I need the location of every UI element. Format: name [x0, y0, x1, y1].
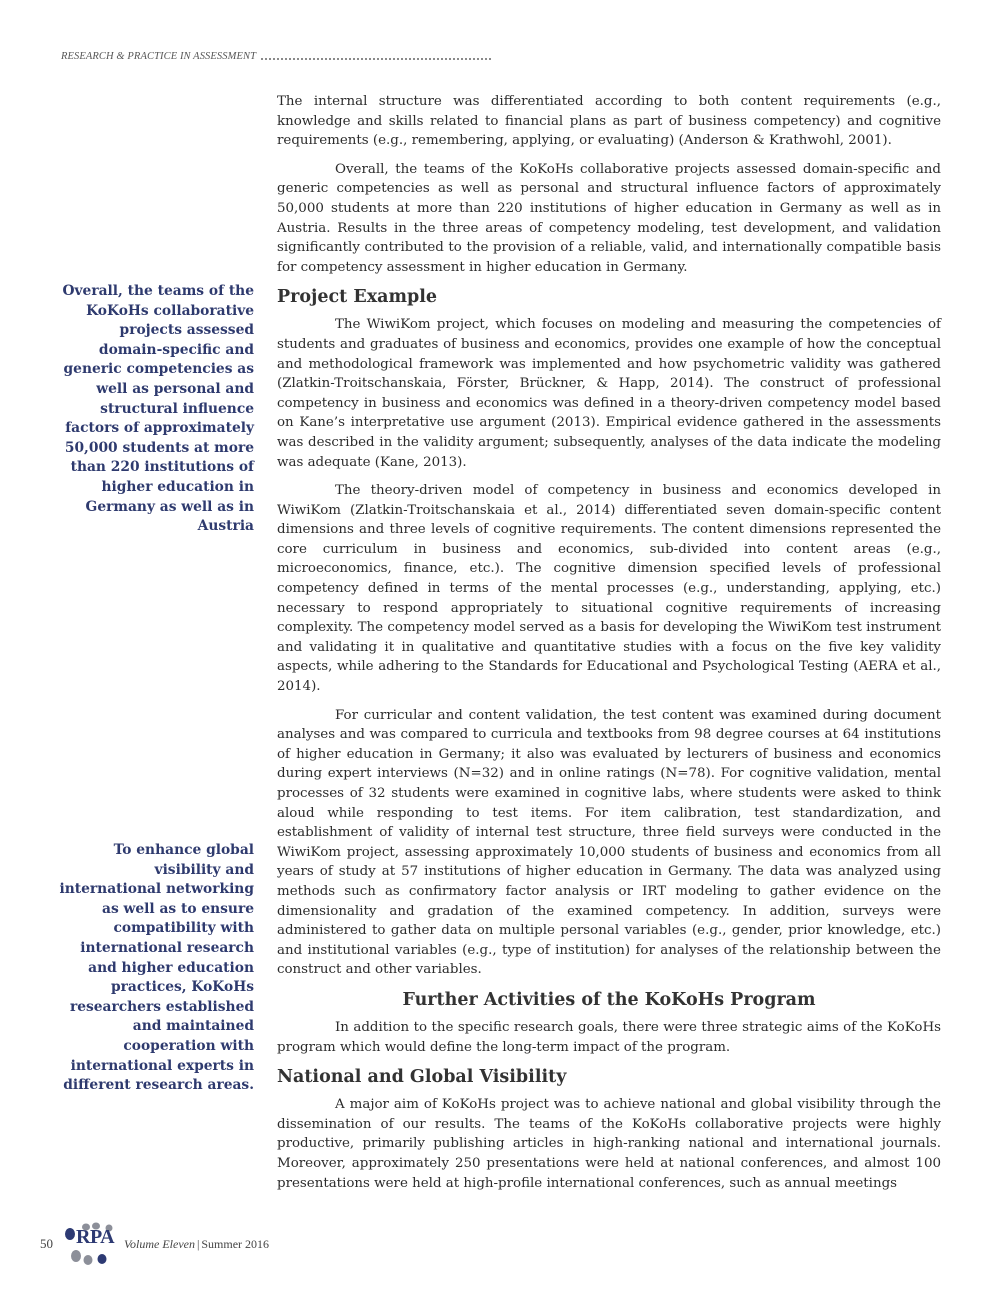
heading-project-example: Project Example [277, 287, 437, 308]
paragraph-dissemination: A major aim of KoKoHs project was to achieve national and global visibility through the dissemination of our results. The teams of the KoKoHs collaborative projects were highly productive, primarily publishing articles in high-ranking national and international journals. Moreover, approximately 250 presentations were held at national conferences, and almost 100 presentations were held at high-profile international conferences, such as annual meetings [277, 1097, 941, 1191]
paragraph-theory-driven-model: The theory-driven model of competency in business and economics developed in WiwiKom (Zlatkin-Troitschanskaia et al., 2014) differentiated seven domain-specific content dimensions and three levels of cognitive requirements. The content dimensions represented the core curriculum in business and economics, sub-divided into content areas (e.g., microeconomics, finance, etc.). The cognitive dimension specified levels of professional competency defined in terms of the mental processes (e.g., understanding, applying, etc.) necessary to respond appropriately to situational cognitive requirements of increasing complexity. The competency model served as a basis for developing the WiwiKom test instrument and validating it in qualitative and quantitative studies with a focus on the five key validity aspects, while adhering to the Standards for Educational and Psychological Testing (AERA et al., 2014). [277, 483, 941, 695]
running-head-dotted-rule [261, 58, 491, 60]
paragraph-internal-structure: The internal structure was differentiated according to both content requirements (e.g., knowledge and skills related to financial plans as part of business competency) and cognitive requirements (e.g., remembering, applying, or evaluating) (Anderson & Krathwohl, 2001). [277, 94, 941, 149]
running-head-label: RESEARCH & PRACTICE IN ASSESSMENT [61, 50, 257, 62]
page-number: 50 [40, 1236, 53, 1251]
heading-further-activities: Further Activities of the KoKoHs Program [402, 989, 816, 1010]
pull-quote-2: To enhance global visibility and international networking as well as to ensure compatibility with international research and higher education practices, KoKoHs researchers established and maintained cooperation with international experts in different research areas. [59, 842, 254, 1094]
running-head [61, 46, 491, 66]
volume-label: Volume Eleven [124, 1236, 195, 1251]
season-label: Summer 2016 [201, 1236, 270, 1251]
rpa-logo [62, 1222, 124, 1266]
page-footer [40, 1222, 280, 1266]
issue-separator: | [196, 1236, 200, 1251]
main-column [277, 92, 941, 1202]
heading-national-global-visibility: National and Global Visibility [277, 1067, 567, 1088]
paragraph-strategic-aims: In addition to the specific research goals, there were three strategic aims of the KoKoHs program which would define the long-term impact of the program. [277, 1019, 941, 1055]
pull-quote-1: Overall, the teams of the KoKoHs collaborative projects assessed domain-specific and generic competencies as well as personal and structural influence factors of approximately 50,000 students at more than 220 institutions of higher education in Germany as well as in Austria [62, 283, 254, 535]
paragraph-overall-teams: Overall, the teams of the KoKoHs collaborative projects assessed domain-specific and generic competencies as well as personal and structural influence factors of approximately 50,000 students at more than 220 institutions of higher education in Germany as well as in Austria. Results in the three areas of competency modeling, test development, and validation significantly contributed to the provision of a reliable, valid, and internationally compatible basis for competency assessment in higher education in Germany. [277, 161, 941, 275]
paragraph-curricular-validation: For curricular and content validation, the test content was examined during document analyses and was compared to curricula and textbooks from 98 degree courses at 64 institutions of higher education in Germany; it also was evaluated by lecturers of business and economics during expert interviews (N=32) and in online ratings (N=78). For cognitive validation, mental processes of 32 students were examined in cognitive labs, where students were asked to think aloud while responding to test items. For item calibration, test standardization, and establishment of validity of internal test structure, three field surveys were conducted in the WiwiKom project, assessing approximately 10,000 students of business and economics from all years of study at 57 institutions of higher education in Germany. The data was analyzed using methods such as confirmatory factor analysis or IRT modeling to gather evidence on the dimensionality and gradation of the examined competency. In addition, surveys were administered to gather data on multiple personal variables (e.g., gender, prior knowledge, etc.) and institutional variables (e.g., type of institution) for analyses of the relationship between the construct and other variables. [277, 707, 941, 978]
rpa-logo-text: RPA [76, 1226, 115, 1248]
paragraph-wiwikom-project: The WiwiKom project, which focuses on modeling and measuring the competencies of students and graduates of business and economics, provides one example of how the conceptual and methodological framework was implemented and how psychometric validity was gathered (Zlatkin-Troitschanskaia, Förster, Brückner, & Happ, 2014). The construct of professional competency in business and economics was defined in a theory-driven competency model based on Kane’s interpretative use argument (2013). Empirical evidence gathered in the assessments was described in the validity argument; subsequently, analyses of the data indicate the modeling was adequate (Kane, 2013). [277, 317, 941, 470]
issue-info [124, 1237, 269, 1252]
